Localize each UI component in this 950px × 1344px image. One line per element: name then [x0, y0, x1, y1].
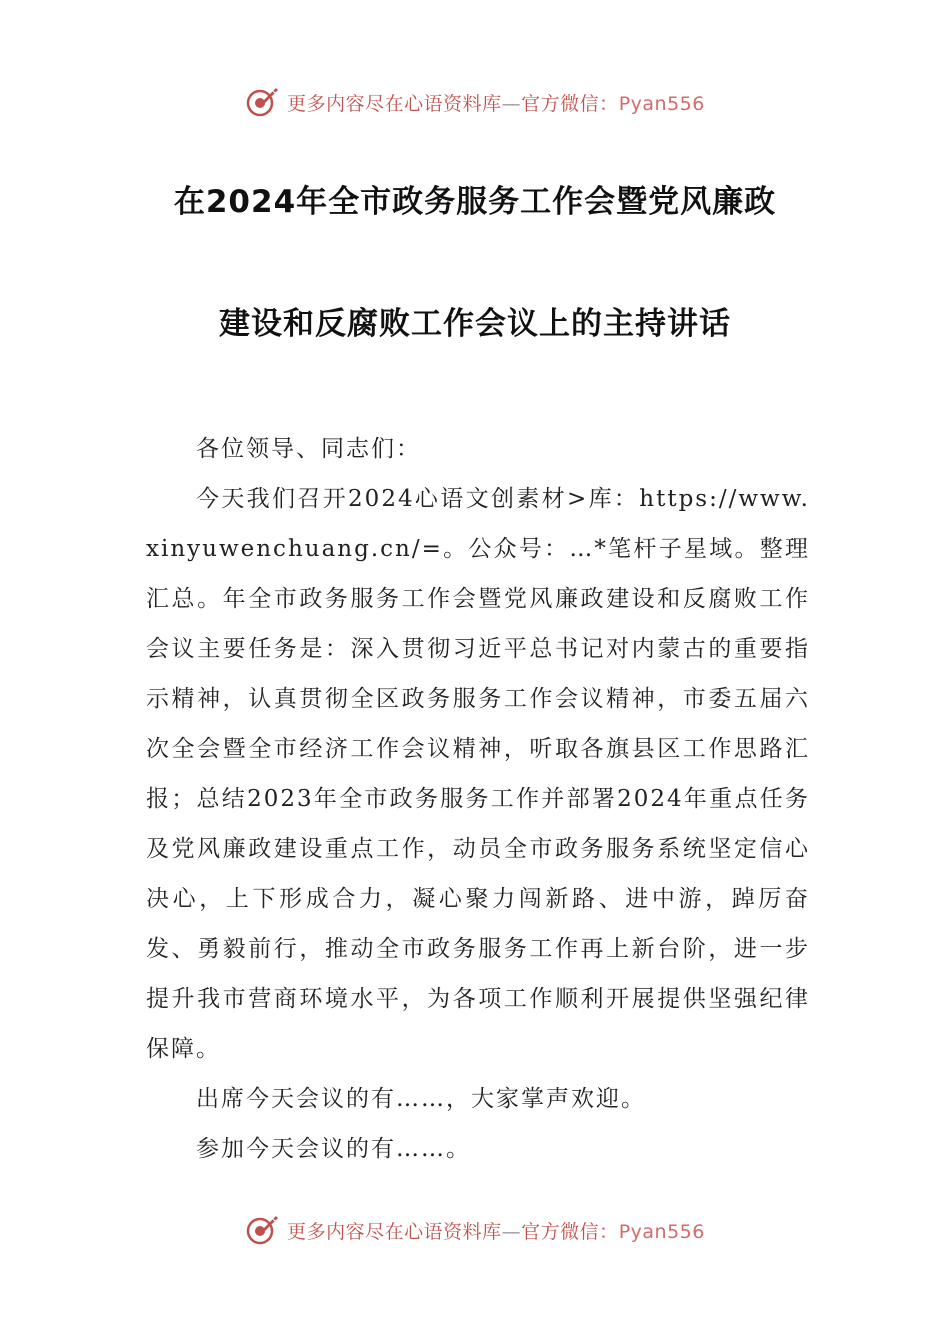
document-title-line-2: 建设和反腐败工作会议上的主持讲话	[219, 306, 731, 342]
attendees-paragraph: 出席今天会议的有……，大家掌声欢迎。	[196, 1086, 646, 1112]
banner-wechat-id: Pyan556	[618, 1220, 705, 1243]
banner-text	[287, 1217, 705, 1244]
header-banner	[0, 82, 950, 122]
footer-banner	[0, 1210, 950, 1250]
quill-logo-icon	[245, 1213, 279, 1247]
banner-wechat-label: 官方微信：	[521, 92, 619, 115]
banner-main-text: 更多内容尽在心语资料库	[287, 1220, 502, 1243]
document-body	[146, 424, 810, 1174]
banner-separator: —	[501, 1220, 522, 1243]
greeting-paragraph: 各位领导、同志们：	[196, 436, 421, 462]
banner-wechat-id: Pyan556	[618, 92, 705, 115]
main-paragraph: 今天我们召开2024心语文创素材>库：https://www.xinyuwenchuang.cn/=。公众号：…*笔杆子星域。整理汇总。年全市政务服务工作会暨党风廉政建设和反腐败工作会议主要任务是：深入贯彻习近平总书记对内蒙古的重要指示精神，认真贯彻全区政务服务工作会议精神，市委五届六次全会暨全市经济工作会议精神，听取各旗县区工作思路汇报；总结2023年全市政务服务工作并部署2024年重点任务及党风廉政建设重点工作，动员全市政务服务系统坚定信心决心，上下形成合力，凝心聚力闯新路、进中游，踔厉奋发、勇毅前行，推动全市政务服务工作再上新台阶，进一步提升我市营商环境水平，为各项工作顺利开展提供坚强纪律保障。	[146, 486, 810, 1062]
banner-separator: —	[501, 92, 522, 115]
banner-text	[287, 89, 705, 116]
document-title-line-1: 在2024年全市政务服务工作会暨党风廉政	[173, 184, 777, 220]
banner-main-text: 更多内容尽在心语资料库	[287, 92, 502, 115]
banner-wechat-label: 官方微信：	[521, 1220, 619, 1243]
quill-logo-icon	[245, 85, 279, 119]
participants-paragraph: 参加今天会议的有……。	[196, 1136, 471, 1162]
